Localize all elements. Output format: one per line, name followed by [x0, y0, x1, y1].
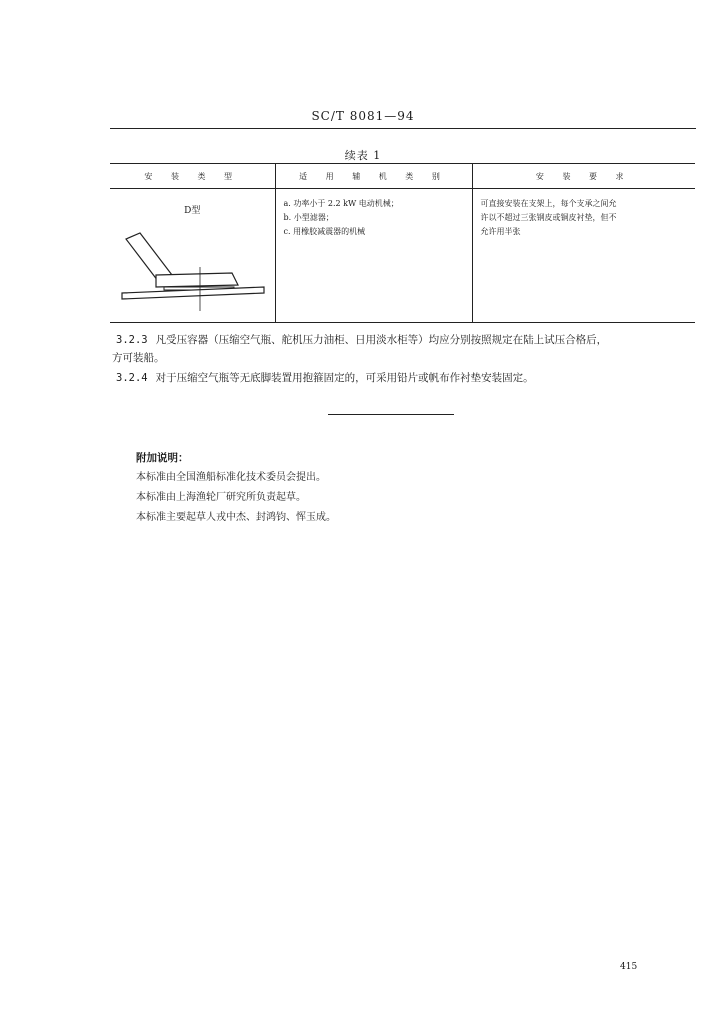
requirement-line: 许以不超过三张钢皮或铜皮衬垫，但不	[480, 213, 617, 222]
requirement-line: 允许用半张	[480, 227, 521, 236]
table-header-row	[110, 164, 695, 189]
note-line: 本标准主要起草人戎中杰、封鸿钧、恽玉成。	[136, 512, 336, 523]
table-row	[110, 189, 695, 323]
requirements-cell	[472, 189, 695, 323]
table-caption: 续表 1	[344, 149, 382, 162]
machine-category-cell	[275, 189, 472, 323]
clause-3-2-3-continuation: 方可装船。	[112, 352, 165, 364]
column-header-machine-category: 适 用 辅 机 类 别	[275, 164, 472, 189]
column-header-installation-type: 安 装 类 型	[110, 164, 275, 189]
installation-table	[110, 163, 695, 323]
note-line: 本标准由全国渔船标准化技术委员会提出。	[136, 472, 326, 483]
column-header-requirements: 安 装 要 求	[472, 164, 695, 189]
clause-3-2-3	[116, 331, 698, 349]
clause-text: 凡受压容器（压缩空气瓶、舵机压力油柜、日用淡水柜等）均应分别按照规定在陆上试压合格后，	[155, 334, 608, 346]
d-type-mounting-diagram	[120, 231, 270, 323]
list-item: a. 功率小于 2.2 kW 电动机械；	[283, 199, 399, 208]
section-end-rule	[328, 414, 454, 415]
note-line: 本标准由上海渔轮厂研究所负责起草。	[136, 492, 306, 503]
installation-type-label: D型	[184, 206, 201, 216]
additional-notes-title: 附加说明：	[136, 452, 189, 464]
list-item: b. 小型滤器；	[283, 213, 334, 222]
requirement-line: 可直接安装在支架上，每个支承之间允	[480, 199, 617, 208]
clause-number: 3.2.3	[116, 334, 148, 346]
clause-3-2-4	[116, 369, 698, 387]
standard-code-header: SC/T 8081—94	[311, 109, 415, 123]
header-rule	[110, 128, 696, 129]
installation-type-cell	[110, 189, 275, 323]
page-number: 415	[620, 962, 638, 972]
clause-number: 3.2.4	[116, 372, 148, 384]
list-item: c. 用橡胶减震器的机械	[283, 227, 366, 236]
clause-text: 对于压缩空气瓶等无底脚装置用抱箍固定的，可采用铅片或帆布作衬垫安装固定。	[155, 372, 534, 384]
